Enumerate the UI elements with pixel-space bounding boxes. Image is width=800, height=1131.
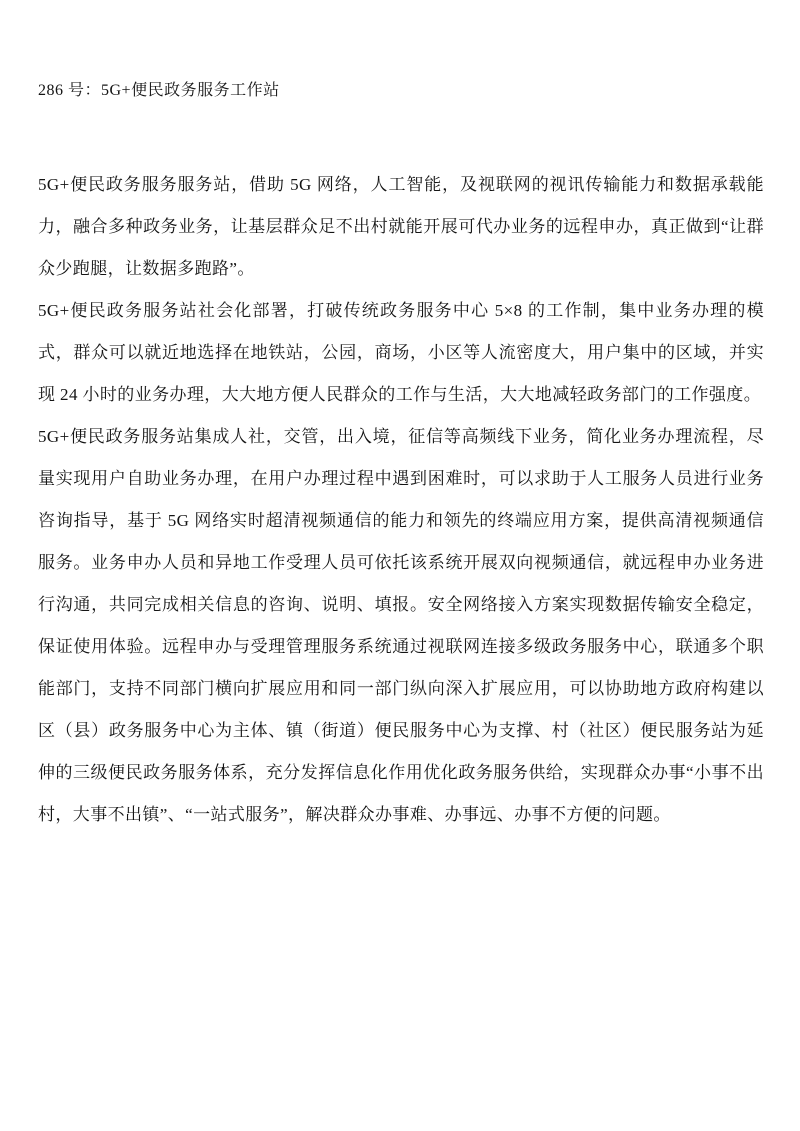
body-paragraph: 5G+便民政务服务站集成人社，交管，出入境，征信等高频线下业务，简化业务办理流程，尽量实现用户自助业务办理，在用户办理过程中遇到困难时，可以求助于人工服务人员进行业务咨询指导，基于 5G 网络实时超清视频通信的能力和领先的终端应用方案，提供高清视频通信服务。业务申办人员和异地工作受理人员可依托该系统开展双向视频通信，就远程申办业务进行沟通，共同完成相关信息的咨询、说明、填报。安全网络接入方案实现数据传输安全稳定，保证使用体验。远程申办与受理管理服务系统通过视联网连接多级政务服务中心，联通多个职能部门，支持不同部门横向扩展应用和同一部门纵向深入扩展应用，可以协助地方政府构建以区（县）政务服务中心为主体、镇（街道）便民服务中心为支撑、村（社区）便民服务站为延伸的三级便民政务服务体系，充分发挥信息化作用优化政务服务供给，实现群众办事“小事不出村，大事不出镇”、“一站式服务”，解决群众办事难、办事远、办事不方便的问题。 (38, 427, 764, 824)
page-title: 286 号：5G+便民政务服务工作站 (38, 82, 280, 99)
body-paragraph: 5G+便民政务服务站社会化部署，打破传统政务服务中心 5×8 的工作制，集中业务办理的模式，群众可以就近地选择在地铁站，公园，商场，小区等人流密度大，用户集中的区域，并实现 24 小时的业务办理，大大地方便人民群众的工作与生活，大大地减轻政务部门的工作强度。 (38, 301, 764, 404)
body-paragraph: 5G+便民政务服务服务站，借助 5G 网络，人工智能，及视联网的视讯传输能力和数据承载能力，融合多种政务业务，让基层群众足不出村就能开展可代办业务的远程申办，真正做到“让群众少跑腿，让数据多跑路”。 (38, 175, 764, 278)
document-body (38, 164, 764, 836)
